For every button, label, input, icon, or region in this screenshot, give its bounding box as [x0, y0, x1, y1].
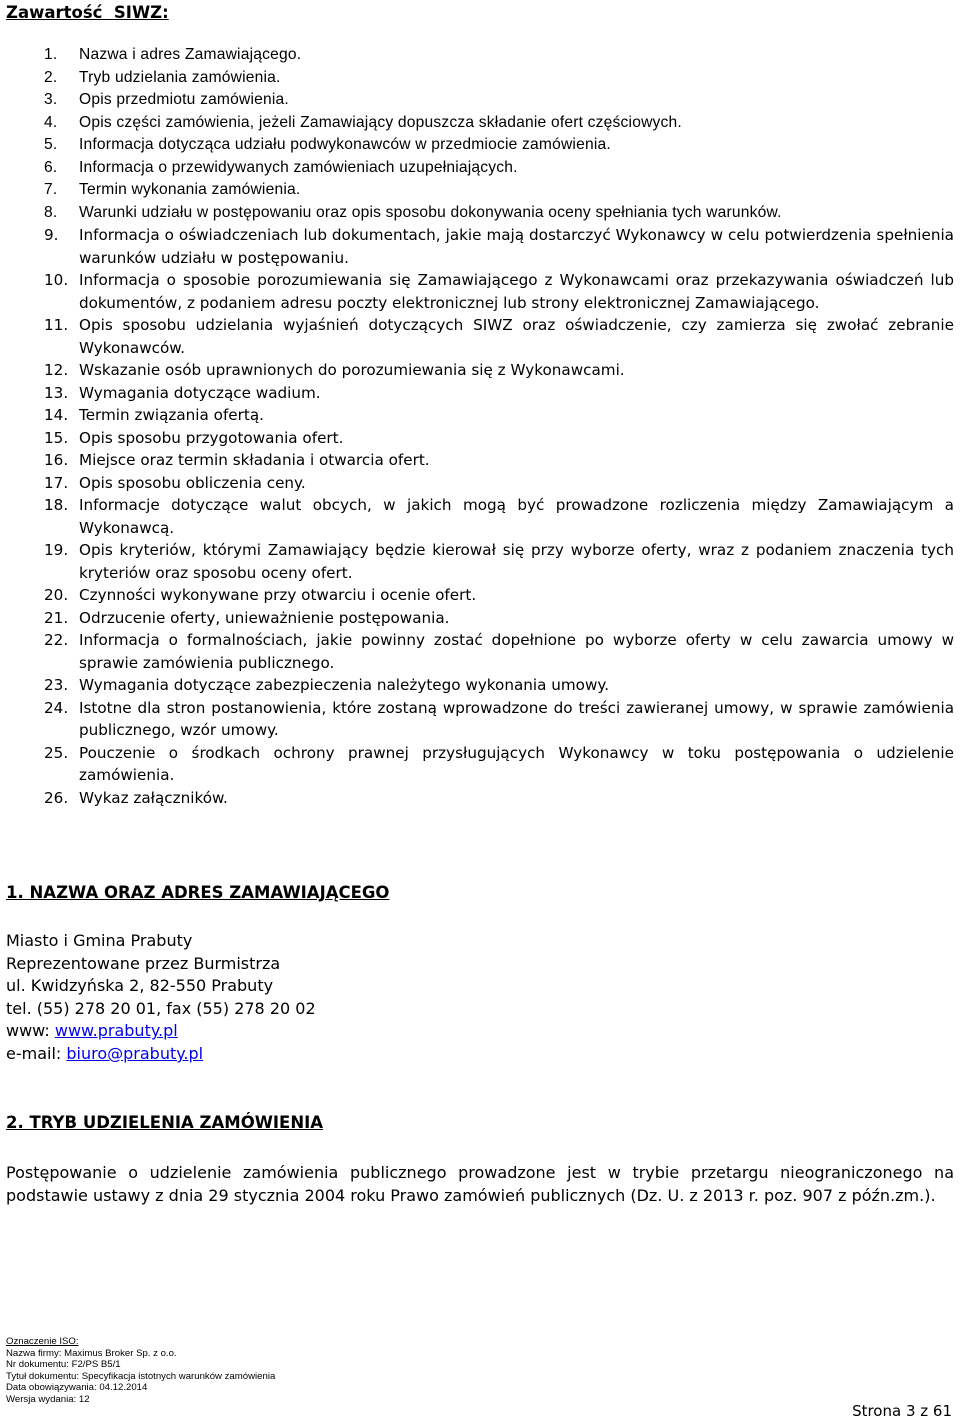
toc-item-text: Wykaz załączników. — [79, 788, 228, 807]
email-link[interactable]: biuro@prabuty.pl — [66, 1043, 204, 1063]
toc-item-text: Wymagania dotyczące wadium. — [79, 383, 321, 402]
iso-label: Oznaczenie ISO: — [6, 1336, 79, 1347]
toc-item — [0, 382, 960, 405]
toc-item-text: Pouczenie o środkach ochrony prawnej przysługujących Wykonawcy w toku postępowania o udzielenie zamówienia. — [79, 743, 954, 784]
valid-date: Data obowiązywania: 04.12.2014 — [6, 1382, 148, 1394]
toc-item — [0, 202, 960, 225]
document-footer — [6, 1336, 275, 1406]
toc-item-number: 26. — [44, 788, 69, 807]
toc-item-number: 25. — [44, 743, 69, 762]
toc-item — [0, 427, 960, 450]
toc-item — [0, 359, 960, 382]
toc-item-text: Wskazanie osób uprawnionych do porozumiewania się z Wykonawcami. — [79, 361, 625, 379]
toc-item-number: 17. — [44, 473, 69, 492]
toc-item-number: 9. — [44, 226, 59, 244]
toc-item-text: Odrzucenie oferty, unieważnienie postępowania. — [79, 608, 450, 627]
contracting-authority-address — [6, 930, 316, 1066]
toc-item-number: 21. — [44, 608, 69, 627]
page-number: Strona 3 z 61 — [852, 1402, 952, 1420]
toc-item-number: 18. — [44, 496, 69, 514]
section-2-heading: 2. TRYB UDZIELENIA ZAMÓWIENIA — [6, 1113, 324, 1132]
toc-item-text: Warunki udziału w postępowaniu oraz opis sposobu dokonywania oceny spełniania tych warunków. — [79, 203, 782, 221]
toc-item-number: 2. — [44, 68, 58, 86]
toc-item-number: 11. — [44, 316, 69, 334]
toc-item-number: 13. — [44, 383, 69, 402]
toc-item-text: Informacja o formalnościach, jakie powinny zostać dopełnione po wyborze oferty w celu zawarcia umowy w sprawie zamówienia publicznego. — [79, 631, 954, 672]
toc-item — [0, 314, 960, 359]
toc-item-number: 16. — [44, 451, 69, 469]
www-label: www: — [6, 1021, 55, 1041]
toc-item-text: Wymagania dotyczące zabezpieczenia należytego wykonania umowy. — [79, 676, 610, 694]
toc-item — [0, 787, 960, 810]
toc-item — [0, 472, 960, 495]
toc-item — [0, 224, 960, 269]
toc-item-text: Informacja o oświadczeniach lub dokumentach, jakie mają dostarczyć Wykonawcy w celu potwierdzenia spełnienia warunków udziału w postępowaniu. — [79, 226, 954, 267]
toc-item — [0, 539, 960, 584]
toc-item — [0, 742, 960, 787]
toc-item-number: 20. — [44, 586, 69, 604]
toc-item-text: Termin wykonania zamówienia. — [79, 181, 301, 198]
toc-item-number: 5. — [44, 136, 58, 153]
toc-item-number: 8. — [44, 203, 58, 221]
toc-item — [0, 584, 960, 607]
table-of-contents — [0, 44, 960, 809]
toc-item — [0, 607, 960, 630]
toc-item — [0, 134, 960, 157]
www-line — [6, 1020, 316, 1043]
toc-item-text: Informacja dotycząca udziału podwykonawców w przedmiocie zamówienia. — [79, 136, 611, 153]
email-label: e-mail: — [6, 1043, 67, 1063]
address-line: Miasto i Gmina Prabuty — [6, 931, 193, 950]
toc-item-number: 3. — [44, 91, 58, 108]
toc-item-text: Opis sposobu obliczenia ceny. — [79, 473, 306, 492]
address-line: Reprezentowane przez Burmistrza — [6, 953, 281, 973]
toc-item-number: 7. — [44, 181, 58, 198]
toc-item-number: 19. — [44, 541, 69, 559]
toc-item-text: Informacje dotyczące walut obcych, w jakich mogą być prowadzone rozliczenia między Zamawiającym a Wykonawcą. — [79, 496, 954, 537]
toc-item — [0, 674, 960, 697]
toc-item-text: Informacja o przewidywanych zamówieniach uzupełniających. — [79, 158, 518, 176]
toc-item-text: Opis części zamówienia, jeżeli Zamawiający dopuszcza składanie ofert częściowych. — [79, 113, 682, 131]
toc-item — [0, 44, 960, 67]
toc-item-text: Czynności wykonywane przy otwarciu i ocenie ofert. — [79, 586, 477, 604]
document-number: Nr dokumentu: F2/PS B5/1 — [6, 1359, 121, 1371]
email-line — [6, 1043, 316, 1066]
toc-item — [0, 67, 960, 90]
toc-item — [0, 179, 960, 202]
toc-item-text: Istotne dla stron postanowienia, które zostaną wprowadzone do treści zawieranej umowy, w sprawie zamówienia publicznego, wzór umowy. — [79, 698, 954, 739]
toc-item-number: 1. — [44, 46, 58, 63]
toc-item — [0, 89, 960, 112]
toc-item-number: 15. — [44, 428, 69, 447]
section-2-paragraph: Postępowanie o udzielenie zamówienia publicznego prowadzone jest w trybie przetargu nieograniczonego na podstawie ustawy z dnia 29 stycznia 2004 roku Prawo zamówień publicznych (Dz. U. z 2013 r. poz. 907 z późn.zm.). — [6, 1163, 954, 1205]
toc-item — [0, 629, 960, 674]
toc-item — [0, 449, 960, 472]
toc-item-number: 6. — [44, 158, 58, 176]
toc-item-number: 14. — [44, 406, 69, 424]
toc-item — [0, 157, 960, 180]
toc-item — [0, 697, 960, 742]
toc-item — [0, 269, 960, 314]
version: Wersja wydania: 12 — [6, 1393, 90, 1405]
toc-item-number: 4. — [44, 113, 58, 131]
toc-item — [0, 494, 960, 539]
toc-item-number: 12. — [44, 361, 69, 379]
toc-item-number: 23. — [44, 676, 69, 694]
toc-item-text: Termin związania ofertą. — [79, 406, 264, 424]
website-link[interactable]: www.prabuty.pl — [54, 1021, 178, 1041]
toc-item — [0, 112, 960, 135]
address-line: ul. Kwidzyńska 2, 82-550 Prabuty — [6, 976, 274, 996]
section-1-heading: 1. NAZWA ORAZ ADRES ZAMAWIAJĄCEGO — [6, 883, 390, 902]
toc-item-text: Opis kryteriów, którymi Zamawiający będzie kierował się przy wyborze oferty, wraz z podaniem znaczenia tych kryteriów oraz sposobu oceny ofert. — [79, 541, 954, 582]
document-title: Tytuł dokumentu: Specyfikacja istotnych warunków zamówienia — [6, 1370, 276, 1382]
toc-item-text: Miejsce oraz termin składania i otwarcia ofert. — [79, 451, 430, 469]
toc-item-number: 22. — [44, 631, 69, 649]
toc-item-text: Tryb udzielania zamówienia. — [79, 68, 281, 86]
toc-item-text: Opis sposobu przygotowania ofert. — [79, 428, 344, 447]
toc-item — [0, 404, 960, 427]
toc-item-text: Opis sposobu udzielania wyjaśnień dotyczących SIWZ oraz oświadczenie, czy zamierza się zwołać zebranie Wykonawców. — [79, 316, 954, 357]
address-line: tel. (55) 278 20 01, fax (55) 278 20 02 — [6, 998, 316, 1018]
toc-item-number: 24. — [44, 698, 69, 717]
toc-item-text: Opis przedmiotu zamówienia. — [79, 91, 289, 108]
toc-item-text: Informacja o sposobie porozumiewania się Zamawiającego z Wykonawcami oraz przekazywania oświadczeń lub dokumentów, z podaniem adresu poczty elektronicznej lub strony elektronicznej Zamawiającego. — [79, 271, 954, 312]
toc-item-text: Nazwa i adres Zamawiającego. — [79, 46, 302, 63]
page-title: Zawartość SIWZ: — [6, 3, 169, 22]
toc-item-number: 10. — [44, 271, 69, 289]
company-name: Nazwa firmy: Maximus Broker Sp. z o.o. — [6, 1347, 177, 1359]
